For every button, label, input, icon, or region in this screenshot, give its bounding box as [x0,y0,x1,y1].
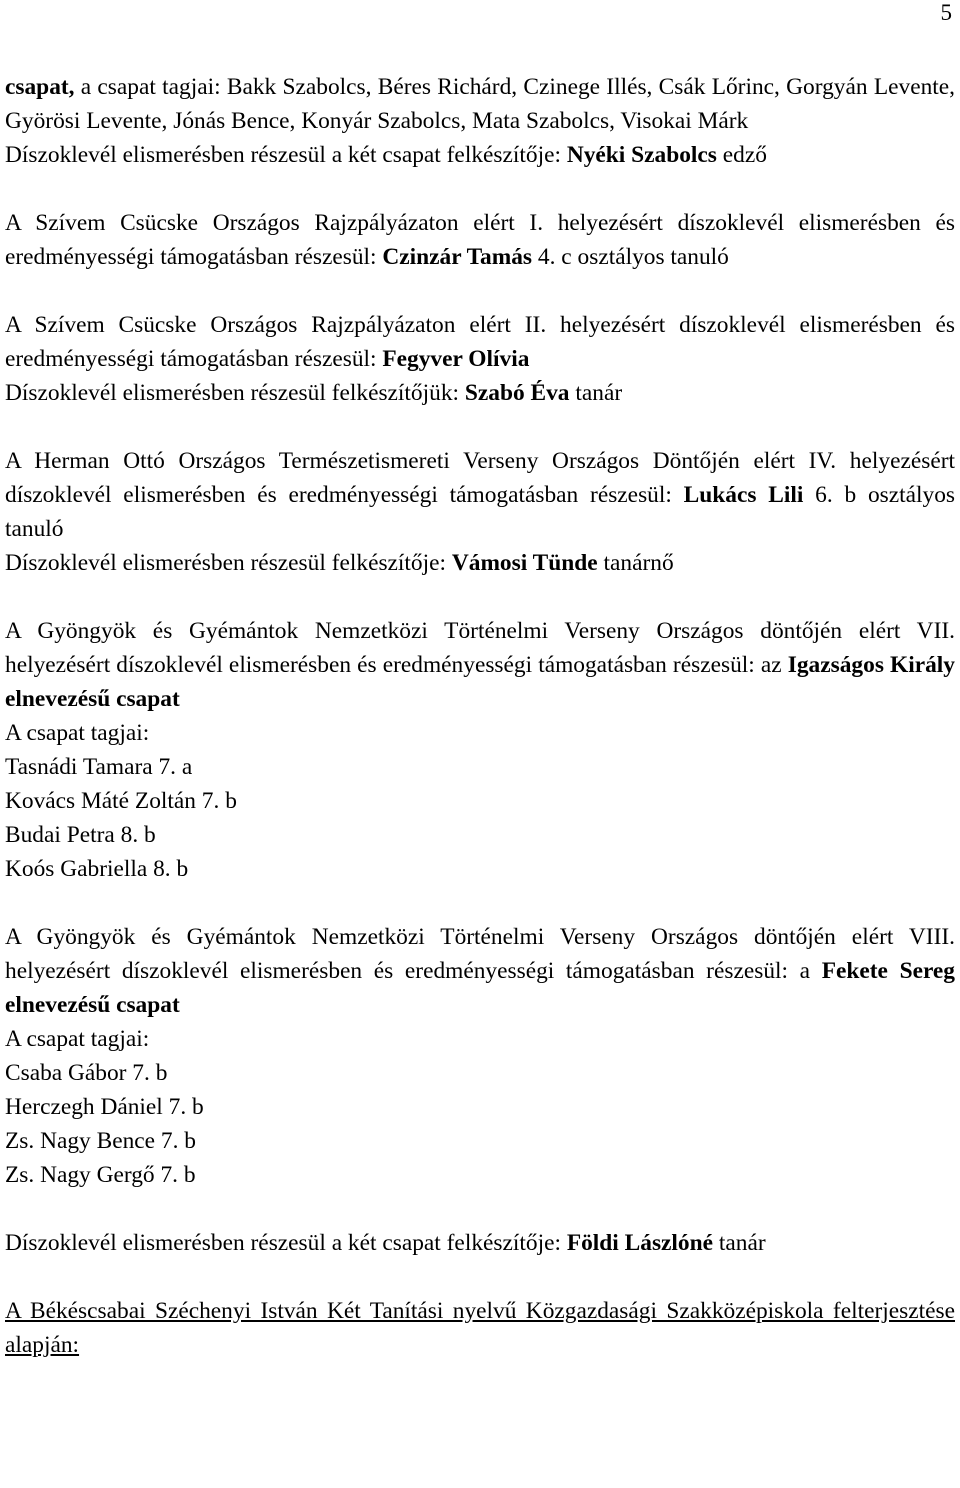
paragraph-team-members [5,70,955,138]
paragraph-text: 6. b osztályos tanuló [5,482,955,542]
teacher-name: Vámosi Tünde [451,550,598,576]
paragraph-history-eighth-place [5,920,955,1022]
paragraph-text: A Szívem Csücske Országos Rajzpályázaton elért I. helyezésért díszoklevél elismerésben és eredményességi támogatásban részesül: [5,210,955,270]
paragraph-text: tanárnő [597,550,674,576]
team-member: Zs. Nagy Bence 7. b [5,1128,196,1154]
paragraph-text: a csapat tagjai: Bakk Szabolcs, Béres Richárd, Czinege Illés, Csák Lőrinc, Gorgyán Levente, Györösi Levente, Jónás Bence, Konyár Szabolcs, Mata Szabolcs, Visokai Márk [5,74,955,134]
paragraph-drawing-first-place [5,206,955,274]
bold-text: csapat, [5,74,75,100]
paragraph-history-seventh-place [5,614,955,716]
paragraph-teacher-award [5,376,955,410]
paragraph-text: tanár [569,380,623,406]
team-member: Zs. Nagy Gergő 7. b [5,1162,196,1188]
team-members-heading: A csapat tagjai: [5,1026,150,1052]
paragraph-science-competition [5,444,955,546]
team-member: Csaba Gábor 7. b [5,1060,168,1086]
section-heading-nomination: A Békéscsabai Széchenyi István Két Tanítási nyelvű Közgazdasági Szakközépiskola felterjesztése alapján: [5,1298,955,1358]
team-member: Budai Petra 8. b [5,822,156,848]
paragraph-coach-award [5,138,955,172]
paragraph-drawing-second-place [5,308,955,376]
page-number: 5 [940,0,952,25]
document-body [5,70,955,1362]
paragraph-text: A Gyöngyök és Gyémántok Nemzetközi Történelmi Verseny Országos döntőjén elért VII. helyezésért díszoklevél elismerésben és eredményességi támogatásban részesül: az [5,618,955,678]
team-name: Fekete Sereg elnevezésű csapat [5,958,955,1018]
paragraph-text: 4. c osztályos tanuló [532,244,729,270]
paragraph-text: Díszoklevél elismerésben részesül felkészítője: [5,550,452,576]
paragraph-text: A Gyöngyök és Gyémántok Nemzetközi Történelmi Verseny Országos döntőjén elért VIII. helyezésért díszoklevél elismerésben és eredményességi támogatásban részesül: a [5,924,955,984]
paragraph-text: Díszoklevél elismerésben részesül a két csapat felkészítője: [5,1230,567,1256]
paragraph-text: Díszoklevél elismerésben részesül a két csapat felkészítője: [5,142,567,168]
paragraph-teacher-award [5,546,955,580]
team-member: Herczegh Dániel 7. b [5,1094,204,1120]
paragraph-text: A Herman Ottó Országos Természetismereti Verseny Országos Döntőjén elért IV. helyezésért díszoklevél elismerésben és eredményességi támogatásban részesül: [5,448,955,508]
team-member: Tasnádi Tamara 7. a [5,754,193,780]
teacher-name: Földi Lászlóné [566,1230,714,1256]
paragraph-text: A Szívem Csücske Országos Rajzpályázaton elért II. helyezésért díszoklevél elismerésben és eredményességi támogatásban részesül: [5,312,955,372]
student-name: Czinzár Tamás [382,244,533,270]
paragraph-text: Díszoklevél elismerésben részesül felkészítőjük: [5,380,465,406]
coach-name: Nyéki Szabolcs [566,142,717,168]
paragraph-text: edző [716,142,767,168]
team-name: Igazságos Király elnevezésű csapat [5,652,955,712]
teacher-name: Szabó Éva [464,380,570,406]
team-member: Kovács Máté Zoltán 7. b [5,788,237,814]
student-name: Lukács Lili [683,482,804,508]
team-member: Koós Gabriella 8. b [5,856,189,882]
student-name: Fegyver Olívia [382,346,530,372]
paragraph-teacher-award [5,1226,955,1260]
team-members-heading: A csapat tagjai: [5,720,150,746]
paragraph-text: tanár [713,1230,766,1256]
